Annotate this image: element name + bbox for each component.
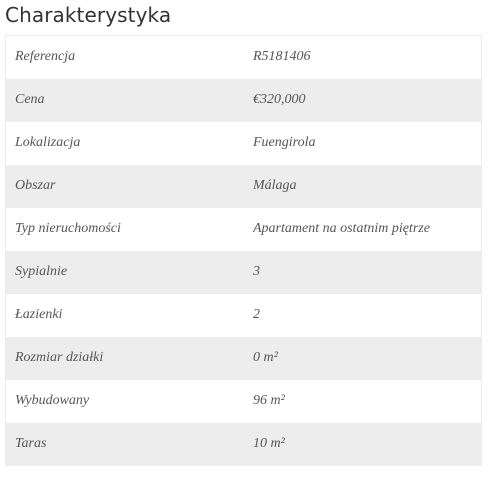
spec-value: Málaga [253, 178, 297, 193]
spec-row-property-type [6, 208, 482, 251]
spec-row-location [6, 122, 482, 165]
spec-value: Fuengirola [253, 135, 316, 150]
spec-row-price [6, 79, 482, 122]
spec-label: Lokalizacja [15, 135, 81, 150]
spec-value: 96 m² [253, 393, 285, 408]
spec-label: Łazienki [15, 307, 63, 322]
spec-label: Obszar [15, 178, 56, 193]
spec-label: Cena [15, 92, 45, 107]
spec-row-bedrooms [6, 251, 482, 294]
spec-value: R5181406 [253, 49, 311, 65]
spec-label: Rozmiar działki [15, 350, 104, 365]
section-title: Charakterystyka [5, 3, 172, 27]
spec-value: 0 m² [253, 350, 278, 365]
spec-value: Apartament na ostatnim piętrze [253, 221, 430, 236]
property-specs-table [5, 35, 482, 466]
spec-label: Sypialnie [15, 264, 68, 279]
spec-label: Referencja [15, 49, 76, 65]
spec-label: Typ nieruchomości [15, 221, 121, 236]
spec-label: Wybudowany [15, 393, 90, 408]
spec-row-plot-size [6, 337, 482, 380]
spec-row-area [6, 165, 482, 208]
spec-value: 3 [253, 264, 260, 279]
spec-value: €320,000 [253, 92, 306, 107]
spec-row-built [6, 380, 482, 423]
spec-row-terrace [6, 423, 482, 466]
spec-value: 10 m² [253, 435, 285, 451]
spec-value: 2 [253, 307, 260, 322]
spec-row-reference [6, 36, 482, 79]
spec-row-bathrooms [6, 294, 482, 337]
spec-label: Taras [15, 435, 47, 451]
